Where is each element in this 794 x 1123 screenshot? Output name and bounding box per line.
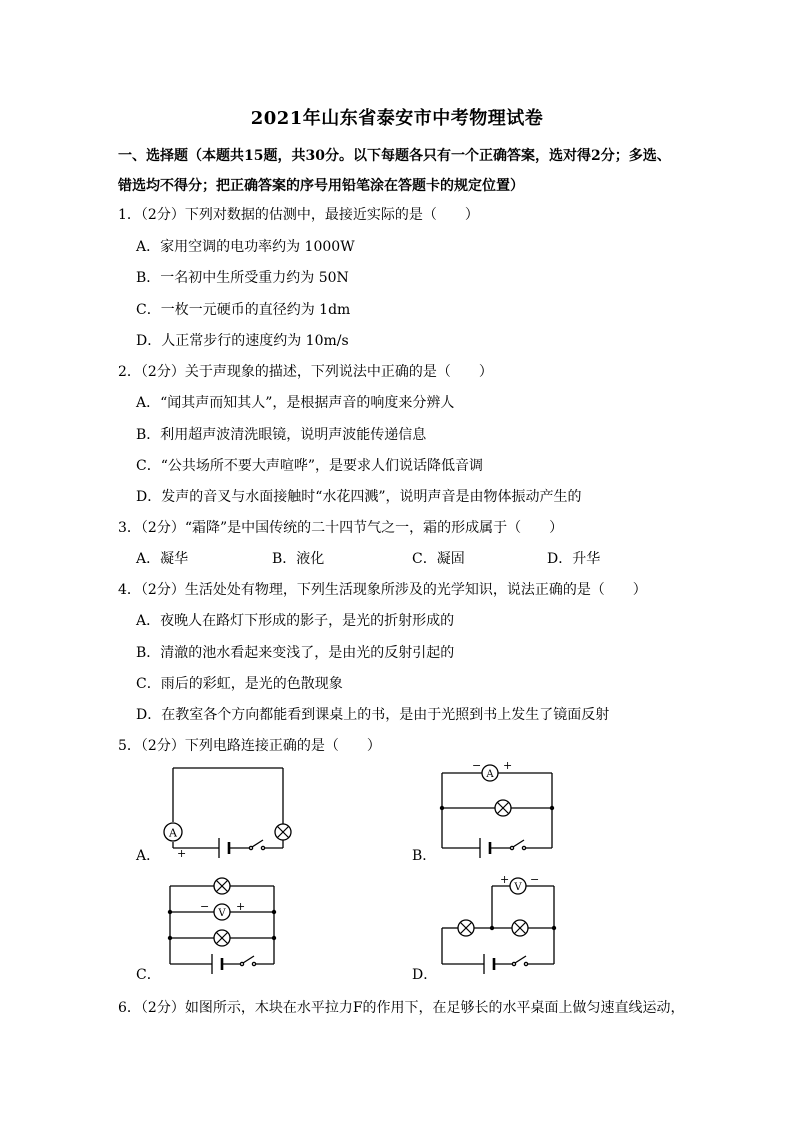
question-2-option-a: A．“闻其声而知其人”，是根据声音的响度来分辨人: [136, 395, 455, 411]
section-instruction-line1: 一、选择题（本题共15题，共30分。以下每题各只有一个正确答案，选对得2分；多选、: [118, 148, 671, 164]
question-5-stem: 5．（2分）下列电路连接正确的是（ ）: [118, 738, 381, 754]
plus-sign: +: [503, 760, 513, 772]
question-4-stem: 4．（2分）生活处处有物理，下列生活现象所涉及的光学知识，说法正确的是（ ）: [118, 582, 647, 598]
question-1-option-b: B．一名初中生所受重力约为 50N: [136, 270, 349, 286]
switch-icon: [512, 956, 527, 966]
question-3-option-c: C．凝固: [412, 551, 465, 567]
page-title: 2021年山东省泰安市中考物理试卷: [250, 108, 544, 129]
switch-icon: [249, 840, 264, 850]
question-3-option-b: B．液化: [272, 551, 325, 567]
question-1-stem: 1．（2分）下列对数据的估测中，最接近实际的是（ ）: [118, 207, 479, 223]
battery-icon: [219, 838, 229, 858]
battery-icon: [212, 954, 222, 974]
svg-text:A: A: [486, 769, 494, 780]
question-3-option-d: D．升华: [547, 551, 601, 567]
question-3-option-a: A．凝华: [136, 551, 189, 567]
circuit-diagram-b: [432, 760, 572, 860]
lamp-icon: [512, 920, 528, 936]
question-5-option-b-label: B．: [412, 848, 437, 864]
question-2-option-b: B．利用超声波清洗眼镜，说明声波能传递信息: [136, 427, 427, 443]
circuit-diagram-c: [162, 872, 292, 980]
question-6-stem: 6．（2分）如图所示，木块在水平拉力F的作用下，在足够长的水平桌面上做匀速直线运动，: [118, 1000, 685, 1016]
question-3-stem: 3．（2分）“霜降”是中国传统的二十四节气之一，霜的形成属于（ ）: [118, 520, 564, 536]
question-1-option-a: A．家用空调的电功率约为 1000W: [136, 239, 355, 255]
minus-sign: −: [530, 873, 540, 886]
question-2-option-d: D．发声的音叉与水面接触时“水花四溅”，说明声音是由物体振动产生的: [136, 489, 582, 505]
question-5-option-d-label: D．: [412, 967, 438, 983]
question-4-option-b: B．清澈的池水看起来变浅了，是由光的反射引起的: [136, 645, 455, 661]
section-instruction-line2: 错选均不得分；把正确答案的序号用铅笔涂在答题卡的规定位置）: [118, 178, 524, 194]
question-1-option-d: D．人正常步行的速度约为 10m/s: [136, 333, 349, 349]
voltmeter-icon: [214, 904, 230, 920]
question-4-option-c: C．雨后的彩虹，是光的色散现象: [136, 676, 343, 692]
switch-icon: [240, 956, 255, 966]
switch-icon: [510, 840, 525, 850]
circuit-diagram-a: [155, 760, 295, 860]
circuit-diagram-d: [436, 872, 568, 980]
lamp-icon: [214, 878, 230, 894]
question-5-option-c-label: C．: [136, 967, 161, 983]
question-5-option-a-label: A．: [136, 848, 161, 864]
ammeter-icon: [482, 765, 498, 781]
svg-text:A: A: [169, 826, 177, 840]
question-2-option-c: C．“公共场所不要大声喧哗”，是要求人们说话降低音调: [136, 458, 484, 474]
lamp-icon: [495, 800, 511, 816]
question-4-option-a: A．夜晚人在路灯下形成的影子，是光的折射形成的: [136, 613, 455, 629]
minus-sign: −: [472, 760, 482, 772]
plus-sign: +: [500, 873, 510, 886]
question-4-option-d: D．在教室各个方向都能看到课桌上的书，是由于光照到书上发生了镜面反射: [136, 707, 610, 723]
question-1-option-c: C．一枚一元硬币的直径约为 1dm: [136, 302, 351, 318]
minus-sign: −: [200, 900, 210, 913]
plus-sign: +: [177, 847, 187, 860]
battery-icon: [480, 838, 490, 858]
lamp-icon: [214, 930, 230, 946]
plus-sign: +: [236, 900, 246, 913]
ammeter-icon: [164, 823, 182, 841]
lamp-icon: [458, 920, 474, 936]
battery-icon: [484, 954, 494, 974]
svg-text:V: V: [514, 882, 522, 893]
question-2-stem: 2．（2分）关于声现象的描述，下列说法中正确的是（ ）: [118, 364, 493, 380]
svg-text:V: V: [218, 908, 226, 919]
lamp-icon: [275, 824, 291, 840]
voltmeter-icon: [510, 878, 526, 894]
